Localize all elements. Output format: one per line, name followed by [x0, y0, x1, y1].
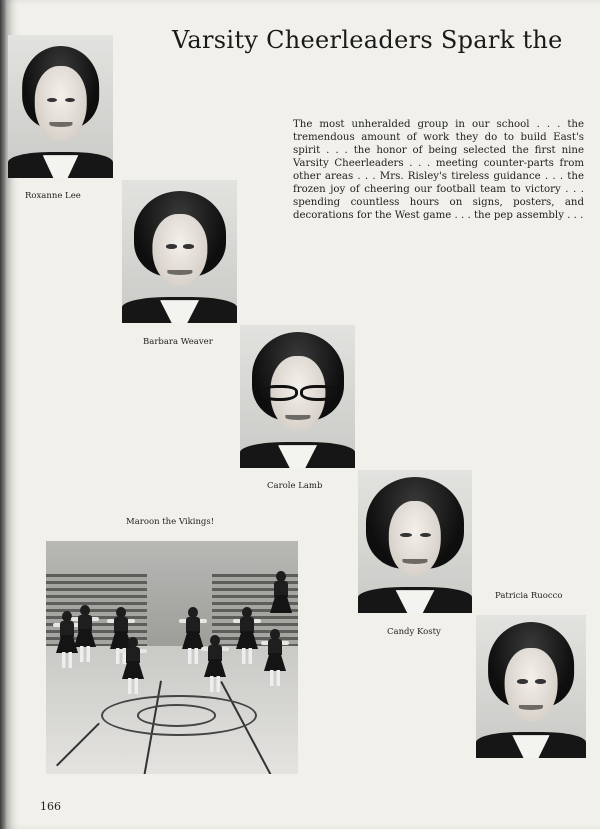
portrait-caption: Patricia Ruocco: [495, 591, 563, 601]
portrait-photo-roxanne-lee: [8, 35, 113, 178]
portrait-photo-candy-kosty: [358, 470, 472, 613]
portrait-photo-carole-lamb: [240, 325, 355, 468]
portrait-caption: Carole Lamb: [267, 481, 323, 491]
page-number: 166: [40, 800, 61, 813]
cheerleaders-group-photo: [46, 541, 298, 774]
page-title: Varsity Cheerleaders Spark the: [172, 26, 563, 54]
group-photo-caption: Maroon the Vikings!: [126, 517, 215, 527]
portrait-photo-patricia-ruocco: [476, 615, 586, 758]
portrait-photo-barbara-weaver: [122, 180, 237, 323]
portrait-caption: Roxanne Lee: [25, 191, 81, 201]
portrait-caption: Candy Kosty: [387, 627, 441, 637]
portrait-caption: Barbara Weaver: [143, 337, 213, 347]
article-body-text: The most unheralded group in our school . . . the tremendous amount of work they do to build East's spirit . . . the honor of being selected the first nine Varsity Cheerleaders . . . meeting counter-parts from other areas . . . Mrs. Risley's tireless guidance . . . the frozen joy of cheering our football team to victory . . . spending countless hours on signs, posters, and decorations for the West game . . . the pep assembly . . .: [293, 119, 584, 221]
